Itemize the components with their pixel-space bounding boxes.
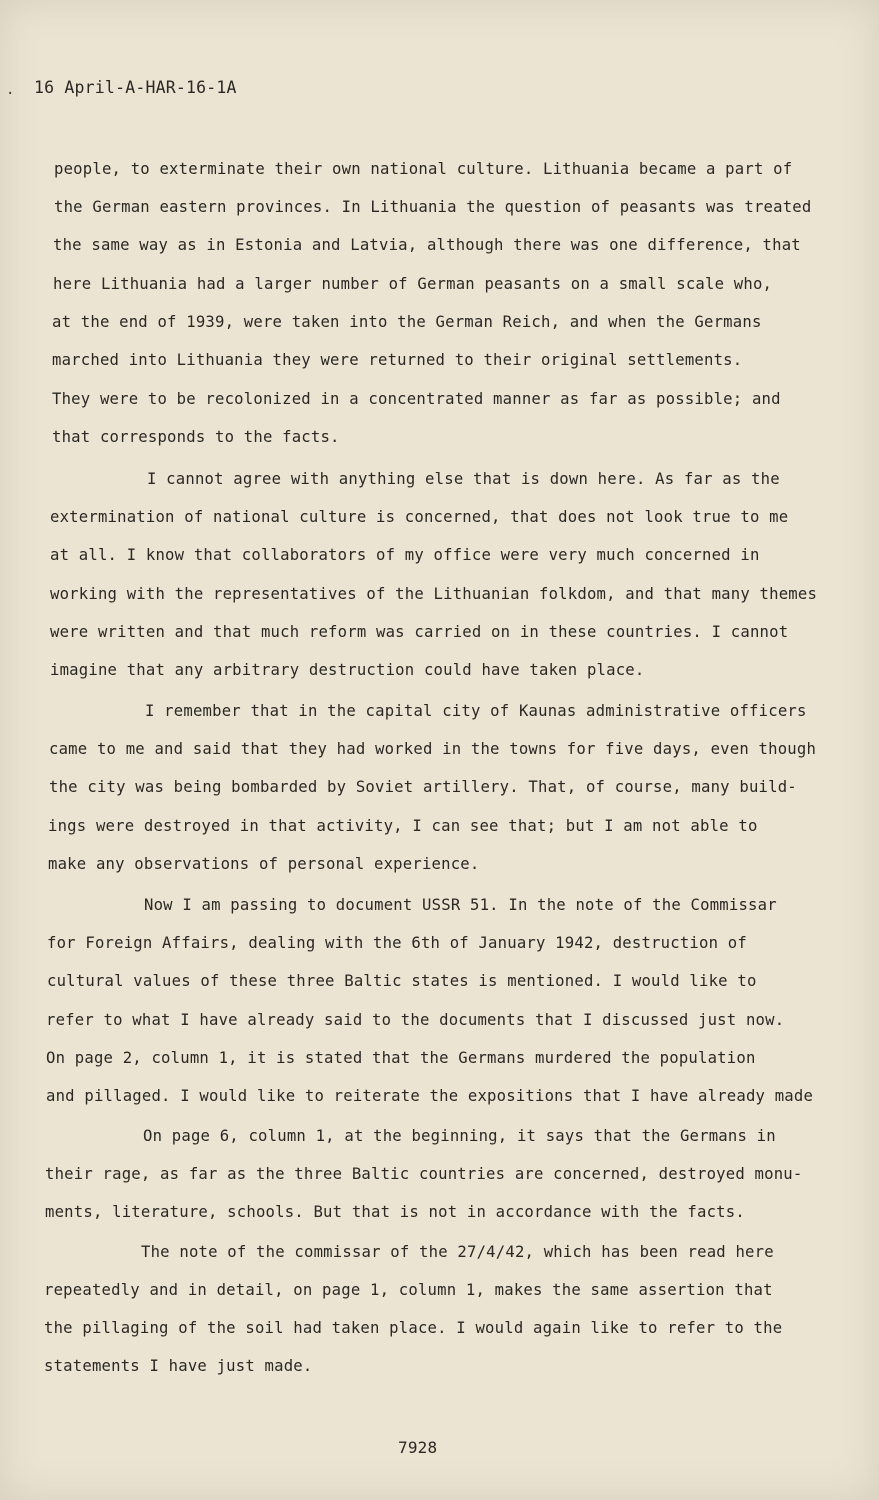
text-line: for Foreign Affairs, dealing with the 6th of January 1942, destruction of (47, 934, 747, 952)
text-line: people, to exterminate their own national culture. Lithuania became a part of (54, 160, 793, 178)
text-line: refer to what I have already said to the documents that I discussed just now. (46, 1011, 785, 1029)
margin-mark: . (6, 82, 15, 98)
text-line: marched into Lithuania they were returned to their original settlements. (52, 351, 743, 369)
text-line: cultural values of these three Baltic states is mentioned. I would like to (47, 972, 757, 990)
text-line: repeatedly and in detail, on page 1, column 1, makes the same assertion that (44, 1281, 773, 1299)
text-line: their rage, as far as the three Baltic countries are concerned, destroyed monu- (45, 1165, 803, 1183)
text-line: extermination of national culture is concerned, that does not look true to me (50, 508, 789, 526)
text-line: On page 6, column 1, at the beginning, it says that the Germans in (143, 1127, 776, 1145)
text-line: at the end of 1939, were taken into the German Reich, and when the Germans (52, 313, 762, 331)
text-line: ings were destroyed in that activity, I can see that; but I am not able to (48, 817, 758, 835)
text-line: the city was being bombarded by Soviet artillery. That, of course, many build- (49, 778, 797, 796)
text-line: were written and that much reform was carried on in these countries. I cannot (50, 623, 789, 641)
text-line: that corresponds to the facts. (52, 428, 340, 446)
text-line: On page 2, column 1, it is stated that the Germans murdered the population (46, 1049, 756, 1067)
text-line: came to me and said that they had worked in the towns for five days, even though (49, 740, 817, 758)
text-line: the pillaging of the soil had taken place. I would again like to refer to the (44, 1319, 783, 1337)
text-line: I remember that in the capital city of Kaunas administrative officers (145, 702, 807, 720)
text-line: the German eastern provinces. In Lithuania the question of peasants was treated (54, 198, 812, 216)
text-line: Now I am passing to document USSR 51. In the note of the Commissar (144, 896, 777, 914)
text-line: make any observations of personal experience. (48, 855, 480, 873)
text-line: ments, literature, schools. But that is not in accordance with the facts. (45, 1203, 745, 1221)
text-line: They were to be recolonized in a concentrated manner as far as possible; and (52, 390, 781, 408)
document-header: 16 April-A-HAR-16-1A (34, 78, 237, 97)
text-line: working with the representatives of the Lithuanian folkdom, and that many themes (50, 585, 818, 603)
text-line: I cannot agree with anything else that is down here. As far as the (147, 470, 780, 488)
page-number: 7928 (398, 1438, 438, 1457)
text-line: here Lithuania had a larger number of German peasants on a small scale who, (53, 275, 773, 293)
text-line: at all. I know that collaborators of my office were very much concerned in (50, 546, 760, 564)
text-line: The note of the commissar of the 27/4/42, which has been read here (141, 1243, 774, 1261)
text-line: and pillaged. I would like to reiterate the expositions that I have already made (46, 1087, 814, 1105)
text-line: statements I have just made. (44, 1357, 313, 1375)
text-line: the same way as in Estonia and Latvia, although there was one difference, that (53, 236, 801, 254)
text-line: imagine that any arbitrary destruction could have taken place. (50, 661, 645, 679)
